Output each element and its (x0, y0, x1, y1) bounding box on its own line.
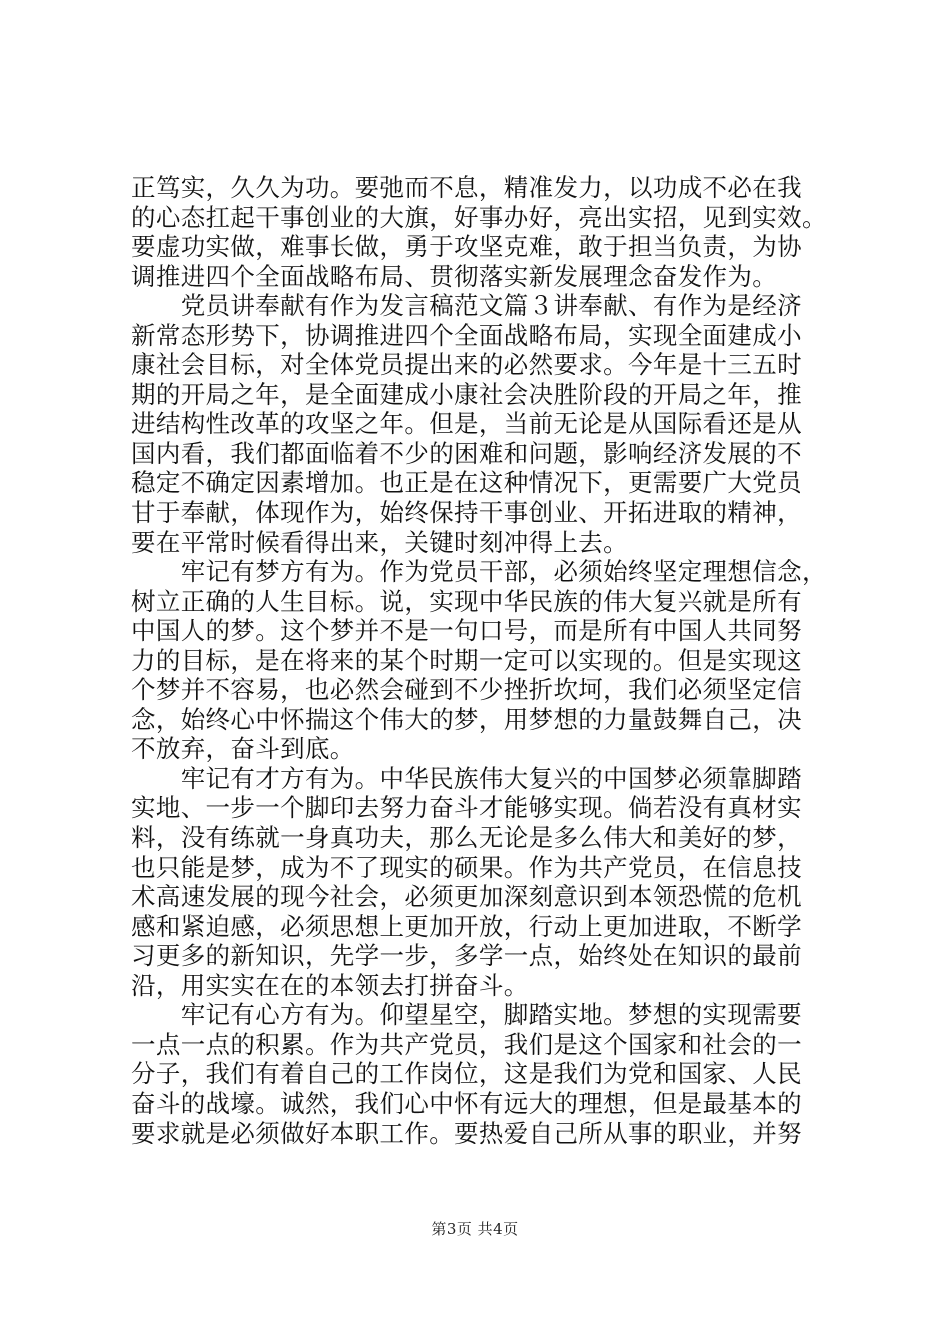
text-line: 进结构性改革的攻坚之年。但是，当前无论是从国际看还是从 (131, 409, 802, 439)
text-line: 要在平常时候看得出来，关键时刻冲得上去。 (131, 527, 628, 557)
text-line: 料，没有练就一身真功夫，那么无论是多么伟大和美好的梦， (131, 823, 802, 853)
text-line: 习更多的新知识，先学一步，多学一点，始终处在知识的最前 (131, 941, 802, 971)
text-line: 感和紧迫感，必须思想上更加开放，行动上更加进取，不断学 (131, 911, 802, 941)
text-line: 术高速发展的现今社会，必须更加深刻意识到本领恐慌的危机 (131, 882, 802, 912)
text-line: 党员讲奉献有作为发言稿范文篇３讲奉献、有作为是经济 (131, 291, 802, 321)
text-line: 牢记有才方有为。中华民族伟大复兴的中国梦必须靠脚踏 (131, 763, 802, 793)
page-number-footer: 第3页 共4页 (431, 1220, 519, 1238)
text-line: 正笃实，久久为功。要弛而不息，精准发力，以功成不必在我 (131, 173, 802, 202)
text-line: 要虚功实做，难事长做，勇于攻坚克难，敢于担当负责，为协 (131, 232, 802, 262)
text-line: 牢记有梦方有为。作为党员干部，必须始终坚定理想信念， (131, 557, 827, 587)
text-line: 要求就是必须做好本职工作。要热爱自己所从事的职业，并努 (131, 1118, 802, 1148)
text-line: 奋斗的战壕。诚然，我们心中怀有远大的理想，但是最基本的 (131, 1088, 802, 1118)
text-line: 调推进四个全面战略布局、贯彻落实新发展理念奋发作为。 (131, 261, 778, 291)
text-line: 树立正确的人生目标。说，实现中华民族的伟大复兴就是所有 (131, 586, 802, 616)
text-line: 个梦并不容易，也必然会碰到不少挫折坎坷，我们必须坚定信 (131, 675, 802, 705)
text-line: 也只能是梦，成为不了现实的硕果。作为共产党员，在信息技 (131, 852, 802, 882)
body-text (131, 173, 831, 1148)
text-line: 新常态形势下，协调推进四个全面战略布局，实现全面建成小 (131, 320, 802, 350)
text-line: 的心态扛起干事创业的大旗，好事办好，亮出实招，见到实效。 (131, 202, 827, 232)
text-line: 甘于奉献，体现作为，始终保持干事创业、开拓进取的精神， (131, 498, 802, 528)
text-line: 念，始终心中怀揣这个伟大的梦，用梦想的力量鼓舞自己，决 (131, 704, 802, 734)
text-line: 中国人的梦。这个梦并不是一句口号，而是所有中国人共同努 (131, 616, 802, 646)
text-line: 不放弃，奋斗到底。 (131, 734, 355, 764)
text-line: 实地、一步一个脚印去努力奋斗才能够实现。倘若没有真材实 (131, 793, 802, 823)
text-line: 稳定不确定因素增加。也正是在这种情况下，更需要广大党员 (131, 468, 802, 498)
text-line: 分子，我们有着自己的工作岗位，这是我们为党和国家、人民 (131, 1059, 802, 1089)
text-line: 力的目标，是在将来的某个时期一定可以实现的。但是实现这 (131, 645, 802, 675)
text-line: 期的开局之年，是全面建成小康社会决胜阶段的开局之年，推 (131, 379, 802, 409)
text-line: 牢记有心方有为。仰望星空，脚踏实地。梦想的实现需要 (131, 1000, 802, 1030)
text-line: 国内看，我们都面临着不少的困难和问题，影响经济发展的不 (131, 438, 802, 468)
text-line: 一点一点的积累。作为共产党员，我们是这个国家和社会的一 (131, 1029, 802, 1059)
text-line: 沿，用实实在在的本领去打拼奋斗。 (131, 970, 529, 1000)
text-line: 康社会目标，对全体党员提出来的必然要求。今年是十三五时 (131, 350, 802, 380)
